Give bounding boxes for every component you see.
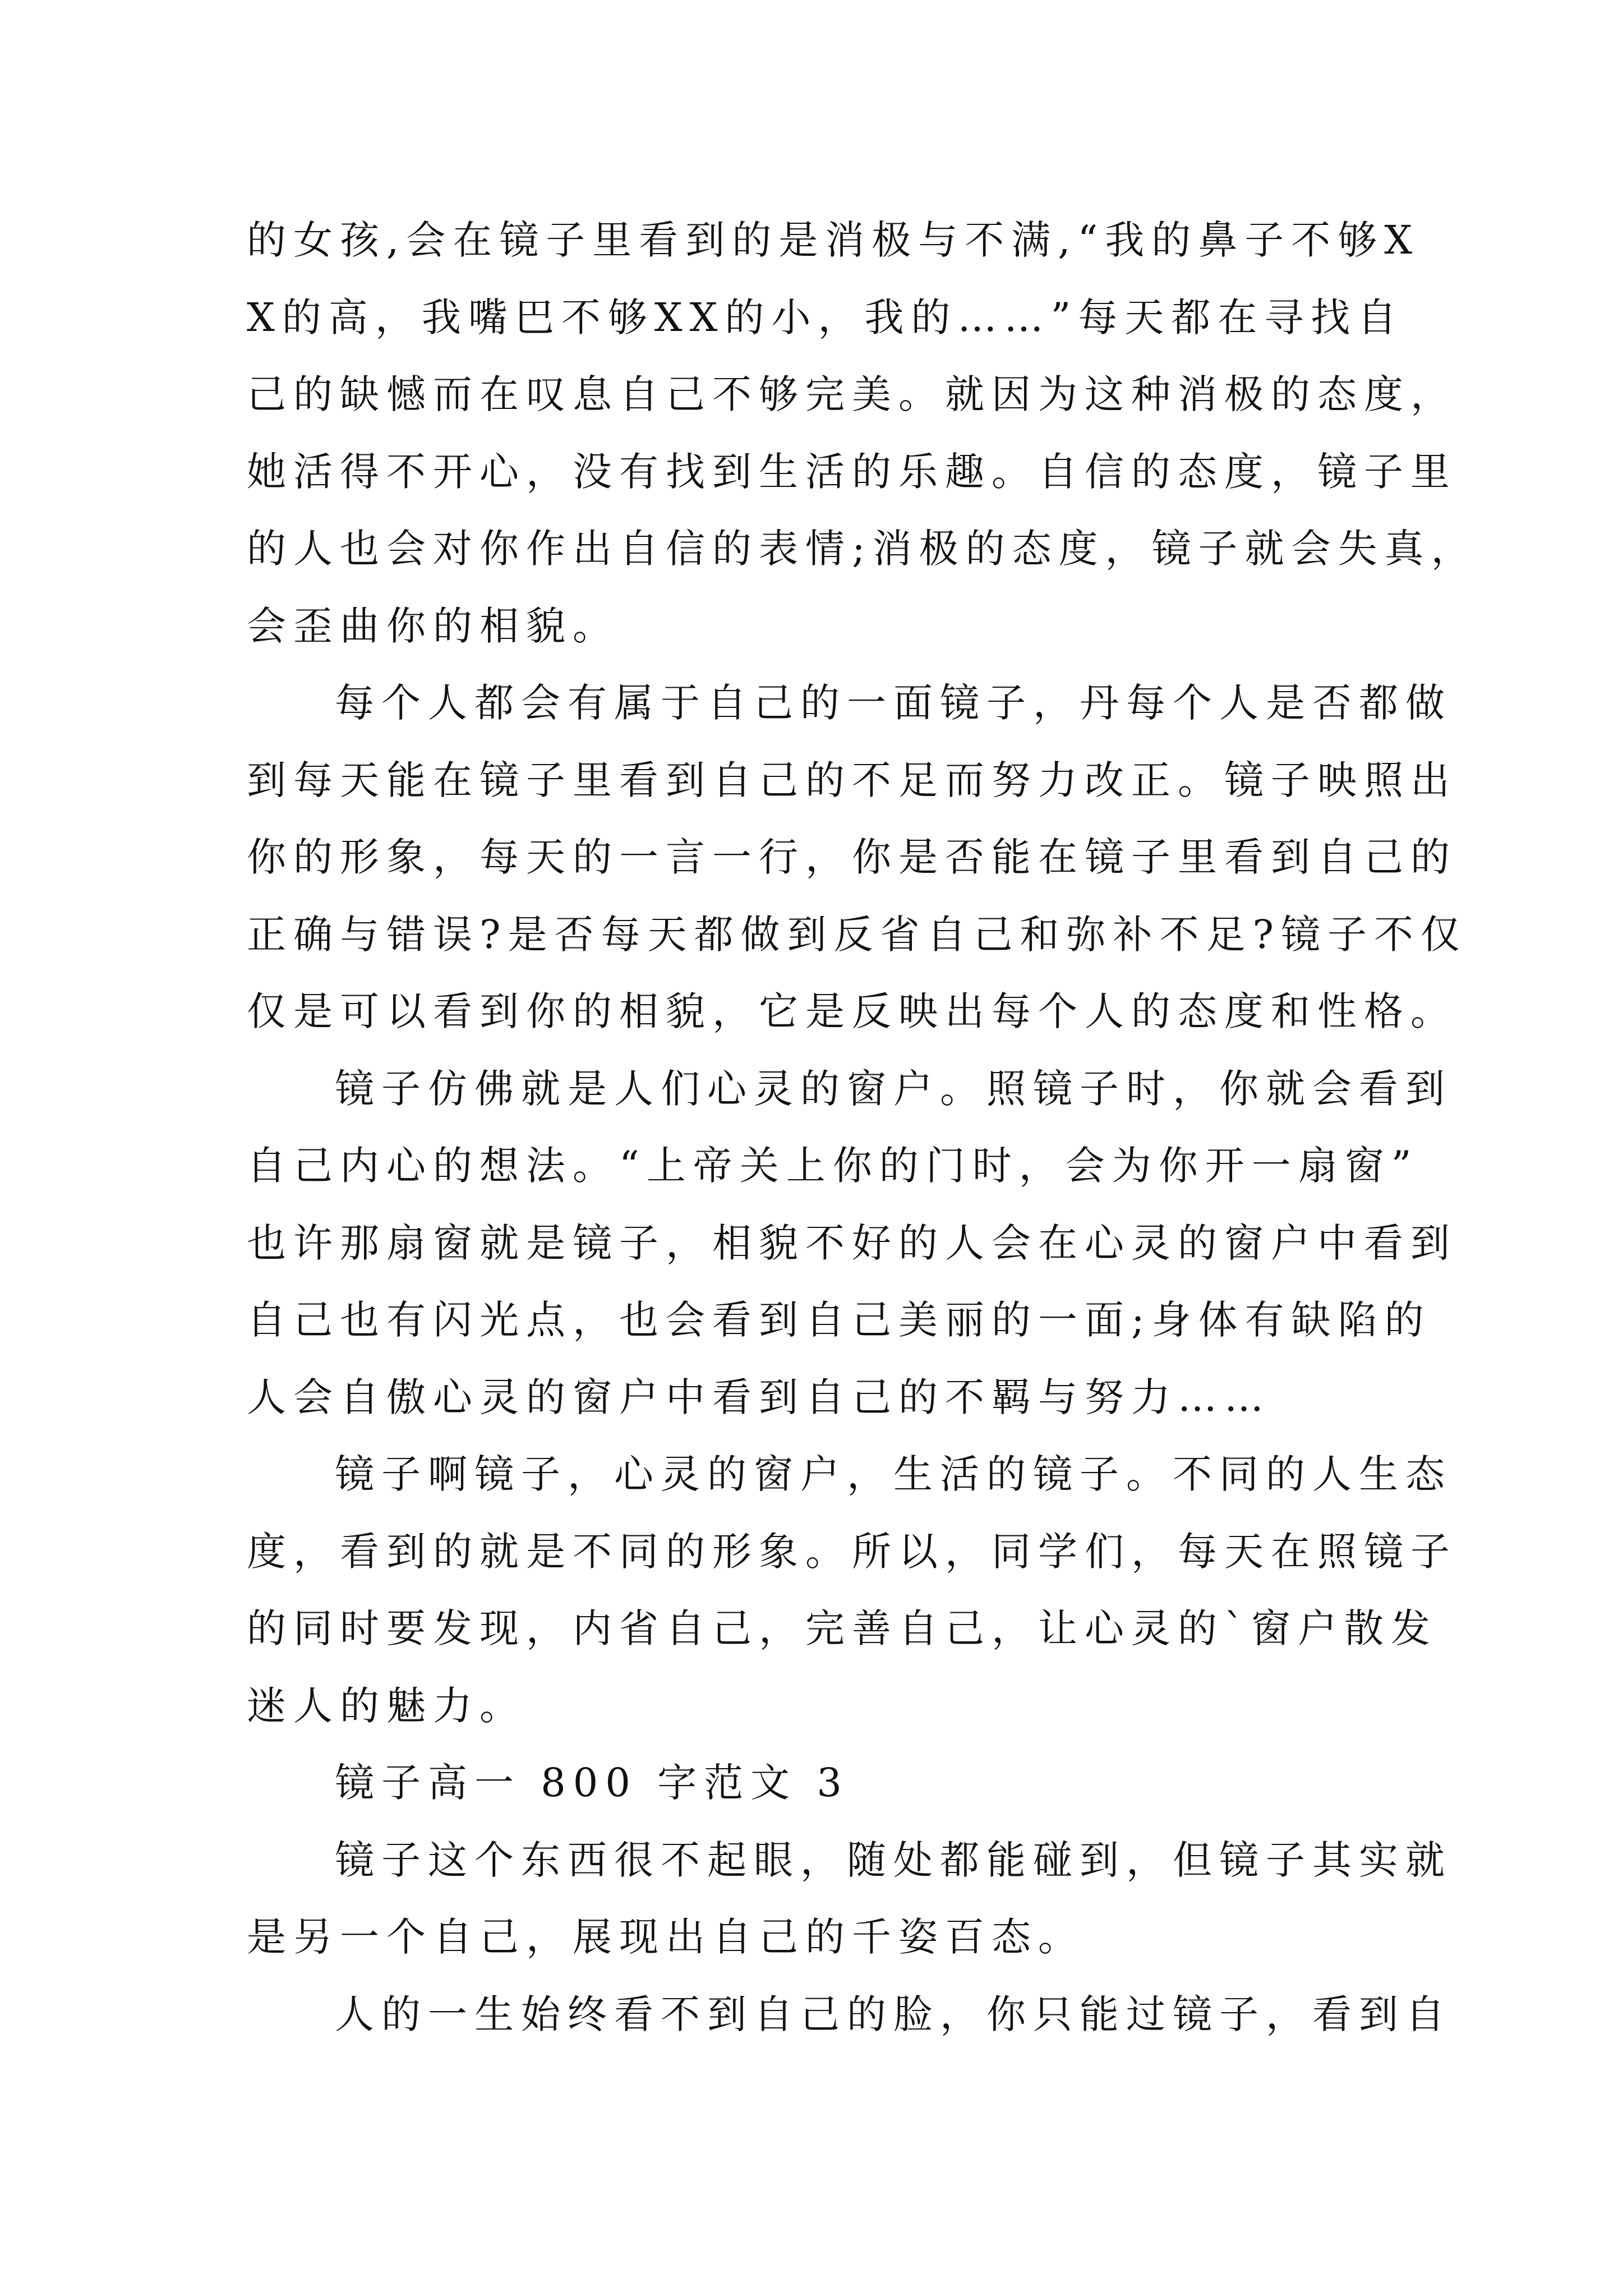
text-line: 仅是可以看到你的相貌，它是反映出每个人的态度和性格。 [247, 988, 1457, 1034]
text-line: 到每天能在镜子里看到自己的不足而努力改正。镜子映照出 [247, 757, 1457, 803]
paragraph-start-line: 人的一生始终看不到自己的脸，你只能过镜子，看到自 [335, 1991, 1452, 2037]
text-line: 自己也有闪光点，也会看到自己美丽的一面;身体有缺陷的 [247, 1297, 1431, 1343]
text-line: 迷人的魅力。 [247, 1682, 526, 1729]
text-line: 己的缺憾而在叹息自己不够完美。就因为这种消极的态度， [247, 371, 1457, 417]
text-line: 自己内心的想法。“上帝关上你的门时，会为你开一扇窗” [247, 1143, 1419, 1189]
text-line: 人会自傲心灵的窗户中看到自己的不羁与努力…… [247, 1374, 1271, 1420]
section-heading: 镜子高一 800 字范文 3 [335, 1760, 849, 1806]
text-line: 是另一个自己，展现出自己的千姿百态。 [247, 1914, 1085, 1960]
text-line: 也许那扇窗就是镜子，相貌不好的人会在心灵的窗户中看到 [247, 1220, 1457, 1266]
paragraph-start-line: 镜子这个东西很不起眼，随处都能碰到，但镜子其实就 [335, 1837, 1452, 1883]
paragraph-start-line: 每个人都会有属于自己的一面镜子，丹每个人是否都做 [335, 680, 1452, 726]
essay-body [247, 202, 1478, 2053]
text-line: 会歪曲你的相貌。 [247, 602, 619, 649]
text-line: 度，看到的就是不同的形象。所以，同学们，每天在照镜子 [247, 1528, 1457, 1575]
text-line: 的同时要发现，内省自己，完善自己，让心灵的`窗户散发 [247, 1605, 1437, 1651]
text-line: 的人也会对你作出自信的表情;消极的态度，镜子就会失真， [247, 526, 1478, 572]
text-line: 的女孩,会在镜子里看到的是消极与不满,“我的鼻子不够X [247, 217, 1420, 263]
text-line: 她活得不开心，没有找到生活的乐趣。自信的态度，镜子里 [247, 448, 1457, 495]
text-line: 你的形象，每天的一言一行，你是否能在镜子里看到自己的 [247, 834, 1457, 880]
text-line: X的高，我嘴巴不够XX的小，我的……”每天都在寻找自 [247, 294, 1404, 341]
paragraph-start-line: 镜子啊镜子，心灵的窗户，生活的镜子。不同的人生态 [335, 1451, 1452, 1497]
paragraph-start-line: 镜子仿佛就是人们心灵的窗户。照镜子时，你就会看到 [335, 1065, 1452, 1112]
text-line: 正确与错误?是否每天都做到反省自己和弥补不足?镜子不仅 [247, 911, 1468, 958]
